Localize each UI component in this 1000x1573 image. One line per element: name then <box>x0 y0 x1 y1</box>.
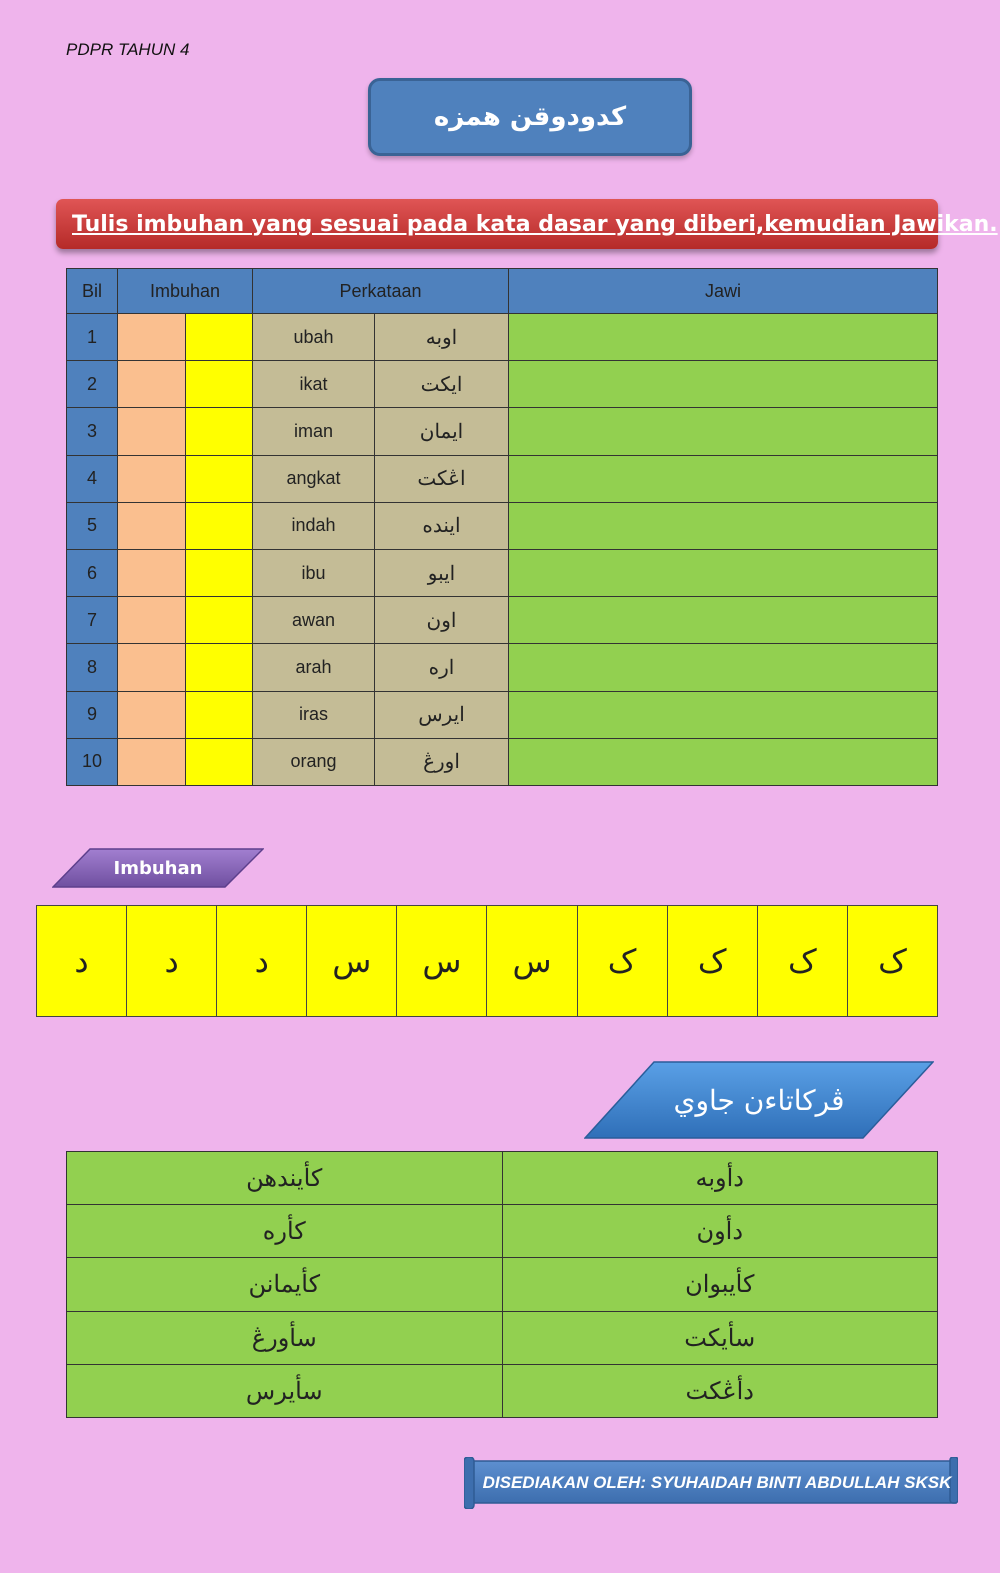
imbuhan-input-cell[interactable] <box>186 597 253 644</box>
perkataan-jawi-label: ڤركاتاءن جاوي <box>673 1083 845 1117</box>
table-row <box>67 502 938 549</box>
base-word: ibu <box>253 549 375 596</box>
row-number: 9 <box>67 691 118 738</box>
imbuhan-input-cell[interactable] <box>186 738 253 785</box>
prefix-tile[interactable]: س <box>397 906 487 1017</box>
answer-row <box>67 1258 938 1311</box>
base-word: iras <box>253 691 375 738</box>
answer-row <box>67 1205 938 1258</box>
imbuhan-input-cell[interactable] <box>118 361 186 408</box>
base-word: awan <box>253 597 375 644</box>
imbuhan-input-cell[interactable] <box>186 314 253 361</box>
header-perkataan: Perkataan <box>253 269 509 314</box>
imbuhan-input-cell[interactable] <box>118 408 186 455</box>
base-word: arah <box>253 644 375 691</box>
header-label: PDPR TAHUN 4 <box>66 40 190 59</box>
prefix-row <box>37 906 938 1017</box>
jawi-answer-cell[interactable] <box>509 455 938 502</box>
jawi-answer-cell[interactable] <box>509 361 938 408</box>
base-word: iman <box>253 408 375 455</box>
answer-word[interactable]: كأيبوان <box>502 1258 938 1311</box>
prefix-tile[interactable]: س <box>487 906 577 1017</box>
table-row <box>67 314 938 361</box>
page-title: كدودوقن همزه <box>368 78 692 156</box>
imbuhan-input-cell[interactable] <box>118 314 186 361</box>
base-word: angkat <box>253 455 375 502</box>
prefix-tile[interactable]: س <box>307 906 397 1017</box>
jawi-answer-cell[interactable] <box>509 502 938 549</box>
imbuhan-input-cell[interactable] <box>118 691 186 738</box>
row-number: 7 <box>67 597 118 644</box>
row-number: 10 <box>67 738 118 785</box>
table-row <box>67 597 938 644</box>
table-row <box>67 455 938 502</box>
base-word-jawi: ايمان <box>375 408 509 455</box>
imbuhan-input-cell[interactable] <box>118 738 186 785</box>
table-row <box>67 361 938 408</box>
table-row <box>67 738 938 785</box>
answer-word[interactable]: دأوبه <box>502 1152 938 1205</box>
base-word-jawi: ايندە <box>375 502 509 549</box>
base-word-jawi: ايرس <box>375 691 509 738</box>
table-row <box>67 644 938 691</box>
base-word: orang <box>253 738 375 785</box>
prefix-tile[interactable]: د <box>217 906 307 1017</box>
imbuhan-input-cell[interactable] <box>186 549 253 596</box>
answer-row <box>67 1152 938 1205</box>
imbuhan-input-cell[interactable] <box>118 597 186 644</box>
base-word-jawi: اره <box>375 644 509 691</box>
footer-credit-text: DISEDIAKAN OLEH: SYUHAIDAH BINTI ABDULLAH SKSK <box>482 1473 952 1492</box>
table-row <box>67 549 938 596</box>
table-header-row <box>67 269 938 314</box>
jawi-answer-cell[interactable] <box>509 644 938 691</box>
answer-word[interactable]: سأيرس <box>67 1364 503 1417</box>
answer-word[interactable]: كأيمانن <box>67 1258 503 1311</box>
answer-row <box>67 1311 938 1364</box>
prefix-bank-table <box>36 905 938 1017</box>
perkataan-jawi-tag <box>584 1061 934 1139</box>
answer-word[interactable]: سأورڠ <box>67 1311 503 1364</box>
row-number: 2 <box>67 361 118 408</box>
base-word-jawi: اورڠ <box>375 738 509 785</box>
imbuhan-label: Imbuhan <box>113 857 203 879</box>
answer-words-table <box>66 1151 938 1418</box>
header-imbuhan: Imbuhan <box>118 269 253 314</box>
table-row <box>67 408 938 455</box>
base-word-jawi: ايبو <box>375 549 509 596</box>
row-number: 5 <box>67 502 118 549</box>
base-word: ikat <box>253 361 375 408</box>
imbuhan-input-cell[interactable] <box>118 502 186 549</box>
prefix-tile[interactable]: ک <box>757 906 847 1017</box>
footer-credit <box>464 1457 958 1509</box>
jawi-answer-cell[interactable] <box>509 314 938 361</box>
prefix-tile[interactable]: ک <box>577 906 667 1017</box>
row-number: 6 <box>67 549 118 596</box>
jawi-answer-cell[interactable] <box>509 597 938 644</box>
answer-word[interactable]: كأره <box>67 1205 503 1258</box>
table-row <box>67 691 938 738</box>
base-word: indah <box>253 502 375 549</box>
jawi-answer-cell[interactable] <box>509 408 938 455</box>
imbuhan-input-cell[interactable] <box>186 644 253 691</box>
imbuhan-input-cell[interactable] <box>118 549 186 596</box>
answer-word[interactable]: سأيكت <box>502 1311 938 1364</box>
instruction-banner: Tulis imbuhan yang sesuai pada kata dasar yang diberi,kemudian Jawikan. <box>56 199 938 249</box>
imbuhan-input-cell[interactable] <box>186 455 253 502</box>
prefix-tile[interactable]: د <box>37 906 127 1017</box>
imbuhan-label-tag <box>52 848 264 888</box>
answer-row <box>67 1364 938 1417</box>
imbuhan-input-cell[interactable] <box>118 644 186 691</box>
header-jawi: Jawi <box>509 269 938 314</box>
base-word-jawi: اوبه <box>375 314 509 361</box>
imbuhan-input-cell[interactable] <box>118 455 186 502</box>
prefix-tile[interactable]: ک <box>667 906 757 1017</box>
jawi-answer-cell[interactable] <box>509 691 938 738</box>
base-word: ubah <box>253 314 375 361</box>
answer-word[interactable]: كأيندهن <box>67 1152 503 1205</box>
row-number: 8 <box>67 644 118 691</box>
imbuhan-input-cell[interactable] <box>186 408 253 455</box>
row-number: 4 <box>67 455 118 502</box>
row-number: 3 <box>67 408 118 455</box>
base-word-jawi: اون <box>375 597 509 644</box>
exercise-table <box>66 268 938 786</box>
prefix-tile[interactable]: ک <box>847 906 937 1017</box>
base-word-jawi: اڠكت <box>375 455 509 502</box>
header-bil: Bil <box>67 269 118 314</box>
imbuhan-input-cell[interactable] <box>186 502 253 549</box>
prefix-tile[interactable]: د <box>127 906 217 1017</box>
jawi-answer-cell[interactable] <box>509 549 938 596</box>
imbuhan-input-cell[interactable] <box>186 361 253 408</box>
answer-word[interactable]: دأون <box>502 1205 938 1258</box>
jawi-answer-cell[interactable] <box>509 738 938 785</box>
base-word-jawi: ايكت <box>375 361 509 408</box>
answer-word[interactable]: دأڠكت <box>502 1364 938 1417</box>
row-number: 1 <box>67 314 118 361</box>
imbuhan-input-cell[interactable] <box>186 691 253 738</box>
